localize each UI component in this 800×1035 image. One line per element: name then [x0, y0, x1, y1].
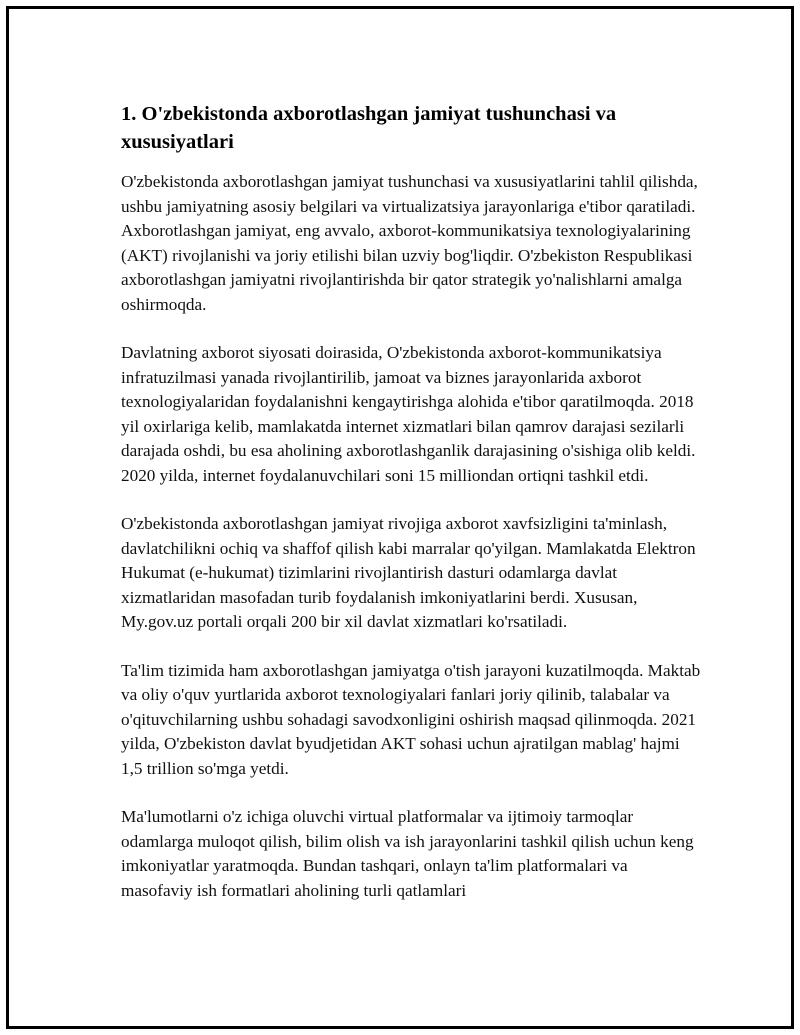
paragraph-2: Davlatning axborot siyosati doirasida, O'zbekistonda axborot-kommunikatsiya infratuzilmasi yanada rivojlantirilib, jamoat va biznes jarayonlarida axborot texnologiyalaridan foydalanishni kengaytirishga alohida e'tibor qaratilmoqda. 2018 yil oxirlariga kelib, mamlakatda internet xizmatlari bilan qamrov darajasi sezilarli darajada oshdi, bu esa aholining axborotlashganlik darajasining o'sishiga olib keldi. 2020 yilda, internet foydalanuvchilari soni 15 milliondan ortiqni tashkil etdi. [121, 343, 696, 485]
paragraph-3: O'zbekistonda axborotlashgan jamiyat rivojiga axborot xavfsizligini ta'minlash, davlatchilikni ochiq va shaffof qilish kabi marralar qo'yilgan. Mamlakatda Elektron Hukumat (e-hukumat) tizimlarini rivojlantirish dasturi odamlarga davlat xizmatlaridan masofadan turib foydalanish imkoniyatlarini berdi. Xususan, My.gov.uz portali orqali 200 bir xil davlat xizmatlari ko'rsatiladi. [121, 514, 696, 631]
paragraph-1: O'zbekistonda axborotlashgan jamiyat tushunchasi va xususiyatlarini tahlil qilishda, ushbu jamiyatning asosiy belgilari va virtualizatsiya jarayonlariga e'tibor qaratiladi. Axborotlashgan jamiyat, eng avvalo, axborot-kommunikatsiya texnologiyalarining (AKT) rivojlanishi va joriy etilishi bilan uzviy bog'liqdir. O'zbekiston Respublikasi axborotlashgan jamiyatni rivojlantirishda bir qator strategik yo'nalishlarni amalga oshirmoqda. [121, 172, 698, 314]
section-title: 1. O'zbekistonda axborotlashgan jamiyat tushunchasi va xususiyatlari [121, 103, 617, 153]
page-frame [6, 6, 794, 1029]
paragraph-5: Ma'lumotlarni o'z ichiga oluvchi virtual platformalar va ijtimoiy tarmoqlar odamlarga muloqot qilish, bilim olish va ish jarayonlarini tashkil qilish uchun keng imkoniyatlar yaratmoqda. Bundan tashqari, onlayn ta'lim platformalari va masofaviy ish formatlari aholining turli qatlamlari [121, 807, 694, 900]
paragraph-4: Ta'lim tizimida ham axborotlashgan jamiyatga o'tish jarayoni kuzatilmoqda. Maktab va oliy o'quv yurtlarida axborot texnologiyalari fanlari joriy qilinib, talabalar va o'qituvchilarning ushbu sohadagi savodxonligini oshirish maqsad qilinmoqda. 2021 yilda, O'zbekiston davlat byudjetidan AKT sohasi uchun ajratilgan mablag' hajmi 1,5 trillion so'mga yetdi. [121, 660, 701, 778]
document-body [121, 100, 701, 927]
